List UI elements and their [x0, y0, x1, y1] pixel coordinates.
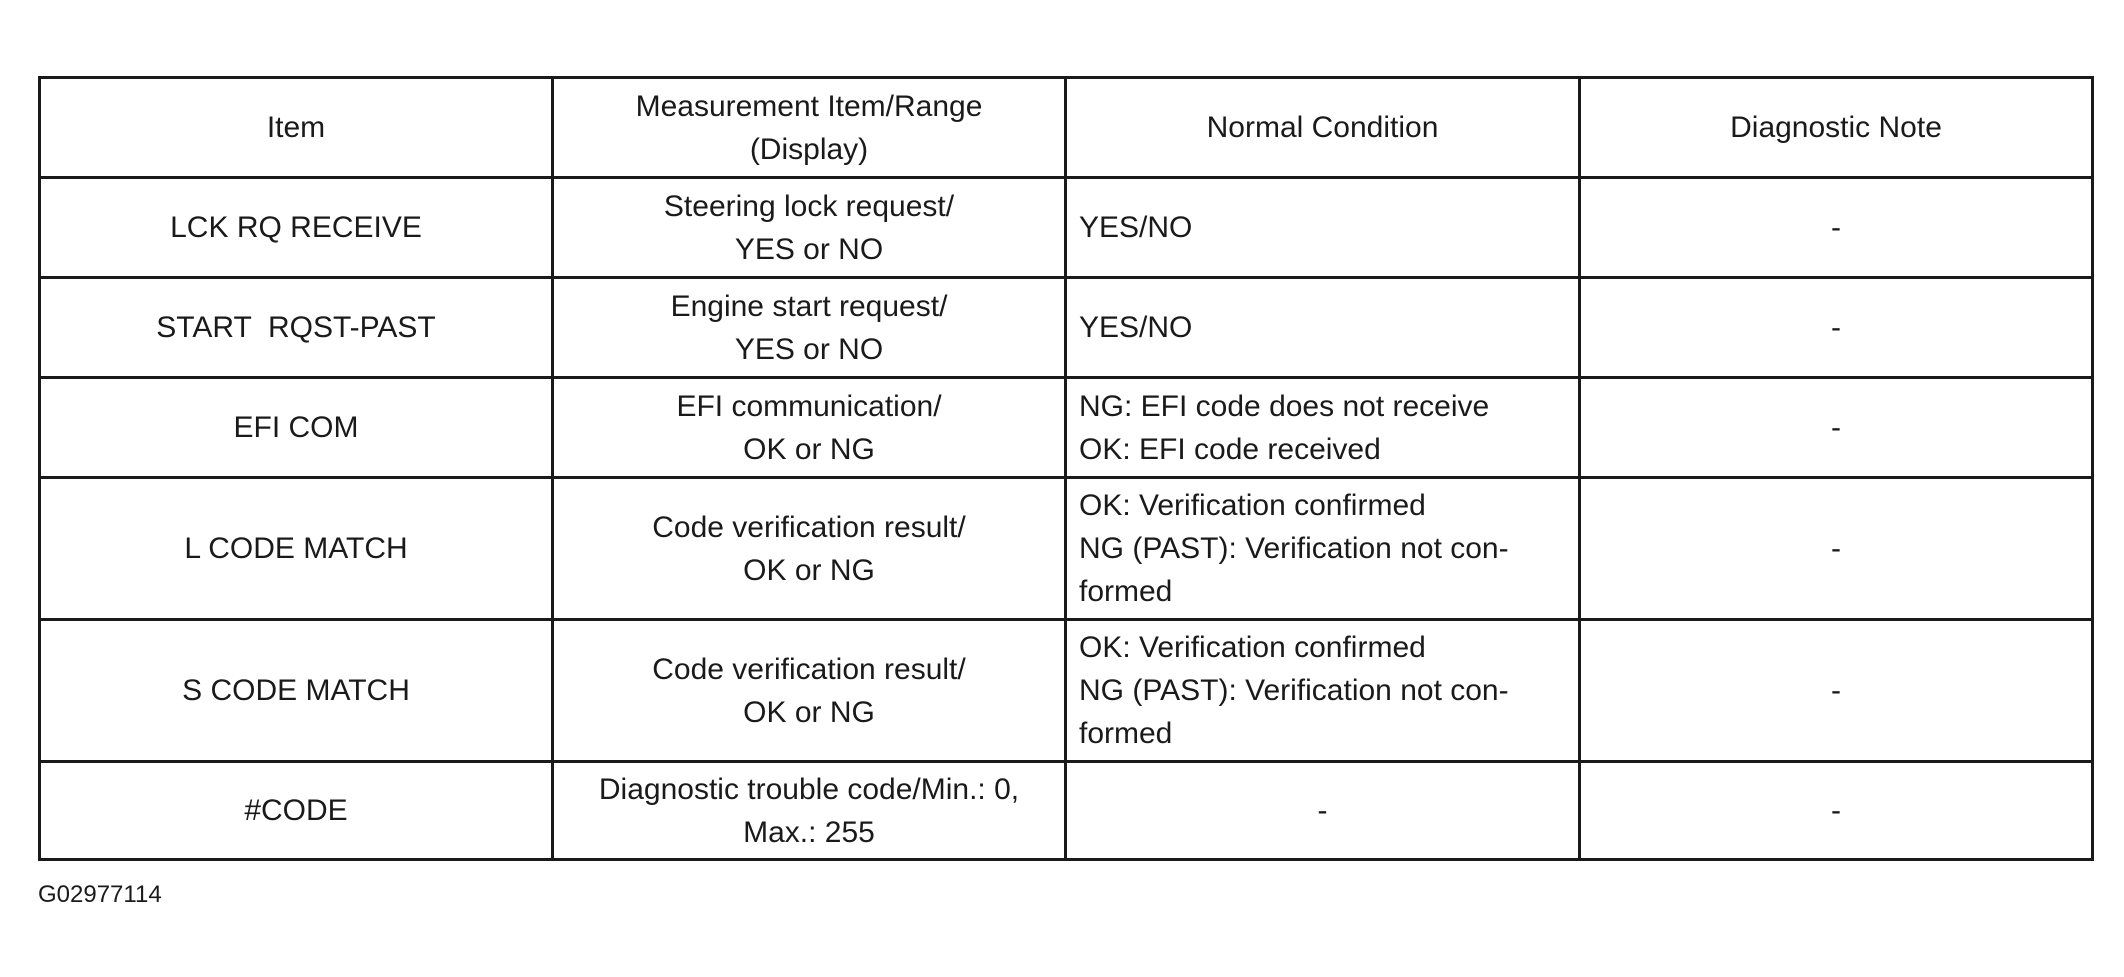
header-item: Item: [40, 78, 553, 178]
normal-condition-line: OK: EFI code received: [1079, 432, 1381, 466]
item-cell: S CODE MATCH: [40, 620, 553, 762]
normal-condition-line: NG: EFI code does not receive: [1079, 389, 1490, 423]
measurement-cell: [553, 620, 1066, 762]
diagnostic-note-cell: -: [1580, 178, 2093, 278]
measurement-line: Max.: 255: [743, 815, 875, 849]
measurement-line: OK or NG: [743, 432, 875, 466]
measurement-cell: [553, 178, 1066, 278]
normal-condition-line: YES/NO: [1079, 311, 1193, 344]
figure-code: G02977114: [38, 881, 162, 908]
table-row: [40, 478, 2093, 620]
item-cell: L CODE MATCH: [40, 478, 553, 620]
header-diagnostic-note: Diagnostic Note: [1580, 78, 2093, 178]
item-cell: START RQST-PAST: [40, 278, 553, 378]
normal-condition-cell: [1066, 378, 1580, 478]
measurement-line: Code verification result/: [652, 652, 966, 686]
measurement-line: Steering lock request/: [663, 189, 955, 223]
measurement-cell: [553, 762, 1066, 860]
normal-condition-cell: [1066, 278, 1580, 378]
diagnostic-note-cell: -: [1580, 478, 2093, 620]
header-measurement: [553, 78, 1066, 178]
measurement-line: Engine start request/: [670, 289, 948, 323]
table-row: [40, 178, 2093, 278]
measurement-line: YES or NO: [734, 332, 884, 366]
normal-condition-line: NG (PAST): Verification not con-: [1079, 532, 1509, 565]
normal-condition-line: OK: Verification confirmed: [1079, 489, 1426, 522]
measurement-line: OK or NG: [743, 695, 875, 729]
normal-condition-line: -: [1317, 794, 1328, 827]
diagnostic-note-cell: -: [1580, 378, 2093, 478]
measurement-cell: [553, 478, 1066, 620]
table-row: [40, 378, 2093, 478]
normal-condition-cell: [1066, 478, 1580, 620]
measurement-cell: [553, 378, 1066, 478]
table-row: [40, 620, 2093, 762]
diagnostic-note-cell: -: [1580, 762, 2093, 860]
header-row: [40, 78, 2093, 178]
measurement-line: EFI communication/: [676, 389, 942, 423]
normal-condition-cell: [1066, 178, 1580, 278]
item-cell: EFI COM: [40, 378, 553, 478]
diagnostic-note-cell: -: [1580, 620, 2093, 762]
table-row: [40, 278, 2093, 378]
item-cell: LCK RQ RECEIVE: [40, 178, 553, 278]
normal-condition-line: NG (PAST): Verification not con-: [1079, 674, 1509, 707]
normal-condition-cell: [1066, 620, 1580, 762]
data-list-table: [38, 76, 2094, 861]
normal-condition-cell: [1066, 762, 1580, 860]
measurement-cell: [553, 278, 1066, 378]
item-cell: #CODE: [40, 762, 553, 860]
measurement-line: Code verification result/: [652, 510, 966, 544]
normal-condition-line: formed: [1079, 717, 1173, 750]
measurement-line: YES or NO: [734, 232, 884, 266]
header-measurement-line: (Display): [749, 132, 869, 166]
measurement-line: Diagnostic trouble code/Min.: 0,: [598, 772, 1020, 806]
diagnostic-note-cell: -: [1580, 278, 2093, 378]
header-measurement-line: Measurement Item/Range: [635, 89, 983, 123]
table-row: [40, 762, 2093, 860]
measurement-line: OK or NG: [743, 553, 875, 587]
normal-condition-line: YES/NO: [1079, 211, 1193, 244]
normal-condition-line: formed: [1079, 575, 1173, 608]
header-normal-condition: Normal Condition: [1066, 78, 1580, 178]
normal-condition-line: OK: Verification confirmed: [1079, 631, 1426, 664]
